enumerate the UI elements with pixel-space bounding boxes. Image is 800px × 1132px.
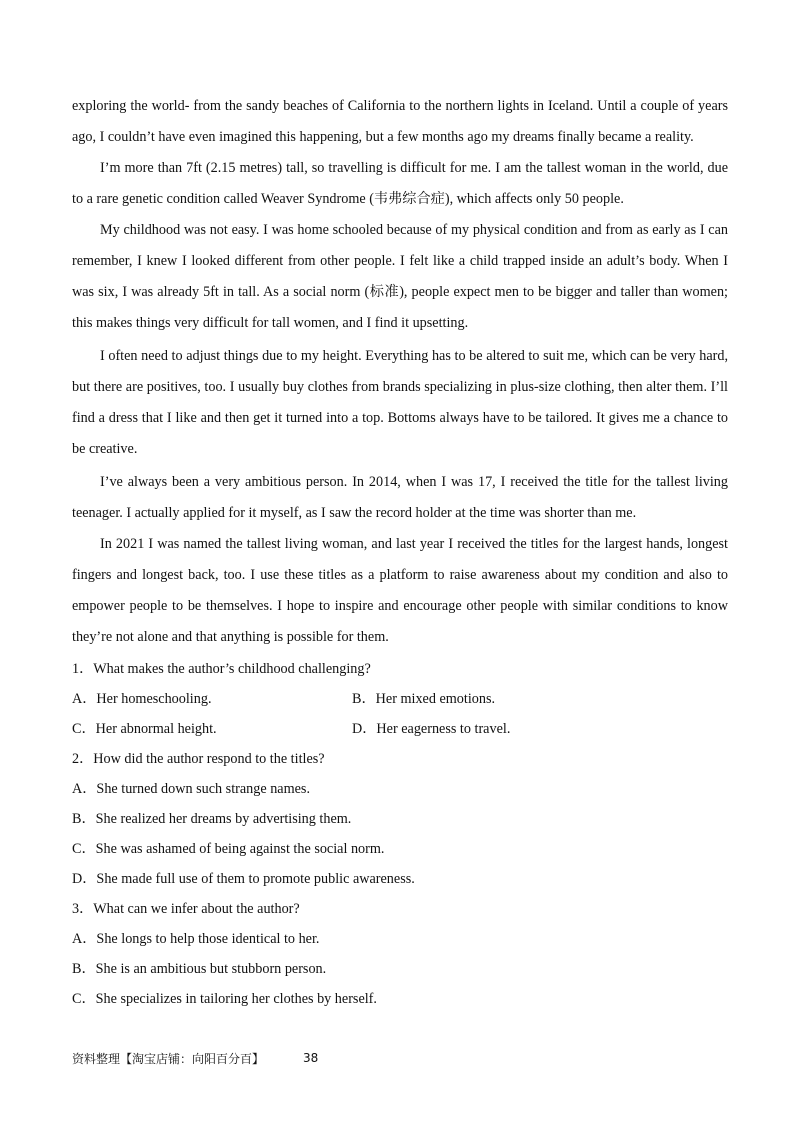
- question-2-option-c: C．She was ashamed of being against the social norm.: [72, 841, 385, 857]
- question-3-stem: 3．What can we infer about the author?: [72, 901, 300, 917]
- passage-paragraph-1: exploring the world- from the sandy beaches of California to the northern lights in Iceland. Until a couple of years ago, I couldn’t have even imagined this happening, but a few months ago my dreams finally became a reality.: [72, 98, 728, 145]
- page-number: 38: [303, 1051, 319, 1065]
- question-3-option-c: C．She specializes in tailoring her clothes by herself.: [72, 991, 377, 1007]
- passage-paragraph-6: In 2021 I was named the tallest living woman, and last year I received the titles for the largest hands, longest fingers and longest back, too. I use these titles as a platform to raise awareness about my condition and also to empower people to be themselves. I hope to inspire and encourage other people with similar conditions to know they’re not alone and that anything is possible for them.: [72, 536, 728, 645]
- question-1-option-a: A．Her homeschooling.: [72, 691, 212, 707]
- question-2-option-d: D．She made full use of them to promote public awareness.: [72, 871, 415, 887]
- question-2-stem: 2．How did the author respond to the titles?: [72, 751, 325, 767]
- question-1-option-c: C．Her abnormal height.: [72, 721, 217, 737]
- passage-paragraph-5: I’ve always been a very ambitious person. In 2014, when I was 17, I received the title for the tallest living teenager. I actually applied for it myself, as I saw the record holder at the time was shorter than me.: [72, 474, 728, 521]
- question-3-option-a: A．She longs to help those identical to her.: [72, 931, 320, 947]
- question-1-option-b: B．Her mixed emotions.: [352, 691, 496, 707]
- passage-paragraph-2: I’m more than 7ft (2.15 metres) tall, so travelling is difficult for me. I am the tallest woman in the world, due to a rare genetic condition called Weaver Syndrome (韦弗综合症), which affects only 50 people.: [72, 160, 728, 207]
- question-1-option-d: D．Her eagerness to travel.: [352, 721, 511, 737]
- question-3-option-b: B．She is an ambitious but stubborn person.: [72, 961, 327, 977]
- passage-paragraph-3: My childhood was not easy. I was home schooled because of my physical condition and from as early as I can remember, I knew I looked different from other people. I felt like a child trapped inside an adult’s body. When I was six, I was already 5ft in tall. As a social norm (标准), people expect men to be bigger and taller than women; this makes things very difficult for tall women, and I find it upsetting.: [72, 222, 728, 331]
- question-2-option-b: B．She realized her dreams by advertising them.: [72, 811, 352, 827]
- question-2-option-a: A．She turned down such strange names.: [72, 781, 310, 797]
- question-1-stem: 1．What makes the author’s childhood challenging?: [72, 661, 371, 677]
- footer-source: 资料整理【淘宝店铺：向阳百分百】: [72, 1052, 265, 1066]
- passage-paragraph-4: I often need to adjust things due to my height. Everything has to be altered to suit me, which can be very hard, but there are positives, too. I usually buy clothes from brands specializing in plus-size clothing, then alter them. I’ll find a dress that I like and then get it turned into a top. Bottoms always have to be tailored. It gives me a chance to be creative.: [72, 348, 728, 457]
